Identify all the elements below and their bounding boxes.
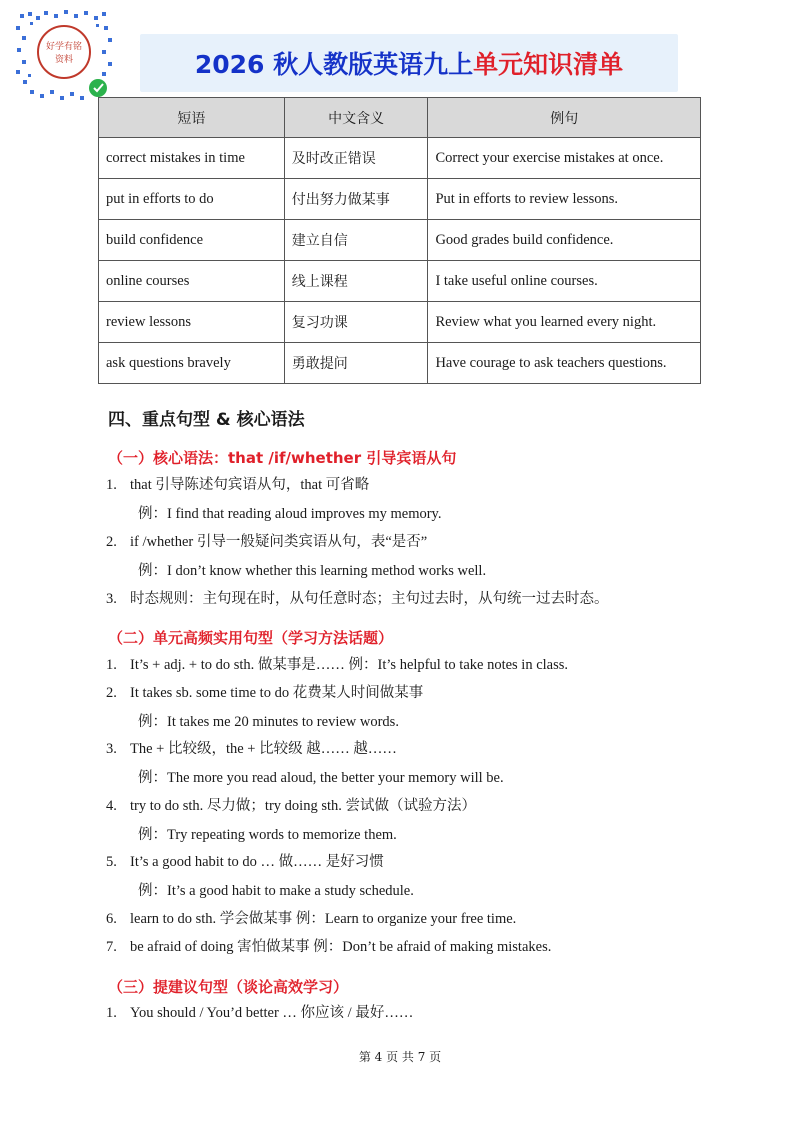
example-line: 例：I find that reading aloud improves my memory. [138,506,442,522]
list-item [106,797,476,815]
list-item [106,938,551,956]
list-number: 5. [106,854,117,870]
list-number: 6. [106,911,117,927]
column-header-phrase: 短语 [99,98,285,138]
example-cell: Have courage to ask teachers questions. [428,343,701,384]
list-text: if /whether 引导一般疑问类宾语从句，表“是否” [130,534,428,550]
phrase-cell: review lessons [99,302,285,343]
phrase-table [98,97,701,384]
svg-text:资料: 资料 [54,55,74,65]
list-number: 1. [106,1005,117,1021]
example-cell: Put in efforts to review lessons. [428,179,701,220]
meaning-cell: 付出努力做某事 [284,179,428,220]
list-text: that 引导陈述句宾语从句，that 可省略 [130,477,370,493]
list-item [106,1004,413,1022]
list-text: 时态规则：主句现在时，从句任意时态；主句过去时，从句统一过去时态。 [130,591,609,607]
column-header-meaning: 中文含义 [284,98,428,138]
list-item [106,910,516,928]
phrase-cell: ask questions bravely [99,343,285,384]
example-line: 例：The more you read aloud, the better your memory will be. [138,770,504,786]
table-row [99,138,701,179]
page-footer: 第 4 页 共 7 页 [358,1050,442,1064]
title-part-2: 英语九上 [373,50,474,79]
phrase-cell: build confidence [99,220,285,261]
example-line: 例：Try repeating words to memorize them. [138,827,397,843]
title-part-3: 单元知识清单 [473,50,624,79]
list-number: 1. [106,477,117,493]
page-title [140,34,678,92]
list-text: learn to do sth. 学会做某事 例：Learn to organize your free time. [130,911,517,927]
table-row [99,343,701,384]
list-text: You should / You’d better … 你应该 / 最好…… [130,1005,414,1021]
list-item [106,684,423,702]
example-cell: Correct your exercise mistakes at once. [428,138,701,179]
subsection-heading-grammar: （一）核心语法：that /if/whether 引导宾语从句 [108,449,457,467]
list-item [106,656,568,674]
subsection-heading-suggestions: （三）提建议句型（谈论高效学习） [108,978,349,996]
table-header-row [99,98,701,138]
list-item [106,740,397,758]
list-text: It’s + adj. + to do sth. 做某事是…… 例：It’s helpful to take notes in class. [130,657,569,673]
example-line: 例：It takes me 20 minutes to review words. [138,714,399,730]
example-line: 例：I don’t know whether this learning method works well. [138,563,487,579]
list-number: 3. [106,741,117,757]
phrase-cell: put in efforts to do [99,179,285,220]
list-item [106,590,609,608]
example-cell: Good grades build confidence. [428,220,701,261]
qr-logo-icon [14,8,114,102]
list-item [106,533,427,551]
meaning-cell: 复习功课 [284,302,428,343]
logo [14,8,114,102]
table-row [99,179,701,220]
title-part-1: 2026 秋人教版 [194,50,374,79]
list-number: 4. [106,798,117,814]
list-item [106,853,384,871]
list-number: 3. [106,591,117,607]
list-text: It’s a good habit to do … 做…… 是好习惯 [130,854,384,870]
list-number: 1. [106,657,117,673]
list-number: 7. [106,939,117,955]
table-row [99,261,701,302]
meaning-cell: 线上课程 [284,261,428,302]
example-cell: I take useful online courses. [428,261,701,302]
phrase-cell: online courses [99,261,285,302]
meaning-cell: 及时改正错误 [284,138,428,179]
list-item [106,476,369,494]
list-number: 2. [106,534,117,550]
list-text: be afraid of doing 害怕做某事 例：Don’t be afraid of making mistakes. [130,939,552,955]
phrase-cell: correct mistakes in time [99,138,285,179]
list-text: try to do sth. 尽力做；try doing sth. 尝试做（试验方法） [130,798,476,814]
svg-text:好学有铭: 好学有铭 [45,42,83,52]
list-text: The + 比较级，the + 比较级 越…… 越…… [130,741,397,757]
subsection-heading-sentence-patterns: （二）单元高频实用句型（学习方法话题） [108,629,394,647]
example-cell: Review what you learned every night. [428,302,701,343]
table-row [99,220,701,261]
column-header-example: 例句 [428,98,701,138]
list-text: It takes sb. some time to do 花费某人时间做某事 [130,685,424,701]
meaning-cell: 建立自信 [284,220,428,261]
table-row [99,302,701,343]
example-line: 例：It’s a good habit to make a study schedule. [138,883,414,899]
meaning-cell: 勇敢提问 [284,343,428,384]
list-number: 2. [106,685,117,701]
section-heading: 四、重点句型 & 核心语法 [108,410,305,430]
